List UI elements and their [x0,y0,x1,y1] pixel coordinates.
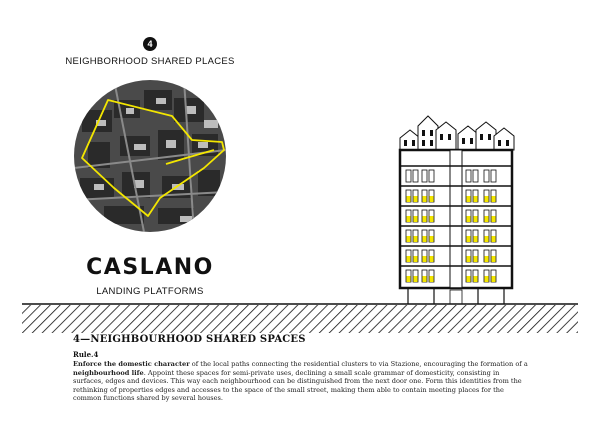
text-part-1: of the local paths connecting the residential clusters to via Stazione, encouraging the formation of a [189,360,528,368]
landing-platform [492,256,496,262]
landing-platform [492,196,496,202]
landing-platform [414,236,418,242]
landing-platform [492,276,496,282]
landing-platform [407,196,411,202]
landing-platform [492,216,496,222]
landing-platform [467,256,471,262]
landing-platform [414,216,418,222]
rule-label: Rule.4 [73,350,99,359]
step-number-badge: 4 [143,37,157,51]
landing-platform [485,196,489,202]
landing-platform [423,196,427,202]
landing-platform [485,256,489,262]
landing-platform [492,236,496,242]
landing-platform [474,276,478,282]
landing-platform [423,256,427,262]
landing-platform [467,196,471,202]
rule-description [73,360,531,403]
landing-platform [474,236,478,242]
landing-platform [485,216,489,222]
town-caption: LANDING PLATFORMS [96,286,204,297]
building-elevation [394,108,518,304]
landing-platform [430,216,434,222]
landing-platform [467,216,471,222]
text-part-2: . Appoint these spaces for semi-private uses, declining a small scale grammar of domesticity, consisting in surfaces, edges and devices. This way each neighbourhood can be distinguished from the next door one. Form this identities from the rethinking of properties edges and accesses to the space of the small street, making them able to contain meeting places for the common functions shared by several houses. [73,368,522,402]
landing-platform [423,236,427,242]
landing-platform [467,276,471,282]
landing-platform [423,216,427,222]
landing-platform [474,256,478,262]
landing-platform [407,216,411,222]
landing-platform [467,236,471,242]
landing-platform [423,276,427,282]
landing-platform [430,256,434,262]
landing-platform [430,196,434,202]
section-title: 4—NEIGHBOURHOOD SHARED SPACES [73,334,306,345]
landing-platform [414,256,418,262]
town-name: CASLANO [86,255,214,280]
diagram-subtitle: NEIGHBORHOOD SHARED PLACES [65,56,235,67]
landing-platform [474,196,478,202]
landing-platform [414,196,418,202]
landing-platform [485,276,489,282]
aerial-map [74,80,226,232]
landing-platform [407,276,411,282]
landing-platform [407,236,411,242]
landing-platform [430,276,434,282]
bold-phrase-1: Enforce the domestic character [73,360,190,368]
ground-hatch [22,303,578,333]
landing-platform [407,256,411,262]
bold-phrase-2: neighbourhood life [73,368,144,377]
landing-platform [474,216,478,222]
landing-platform [430,236,434,242]
landing-platform [414,276,418,282]
landing-platform [485,236,489,242]
